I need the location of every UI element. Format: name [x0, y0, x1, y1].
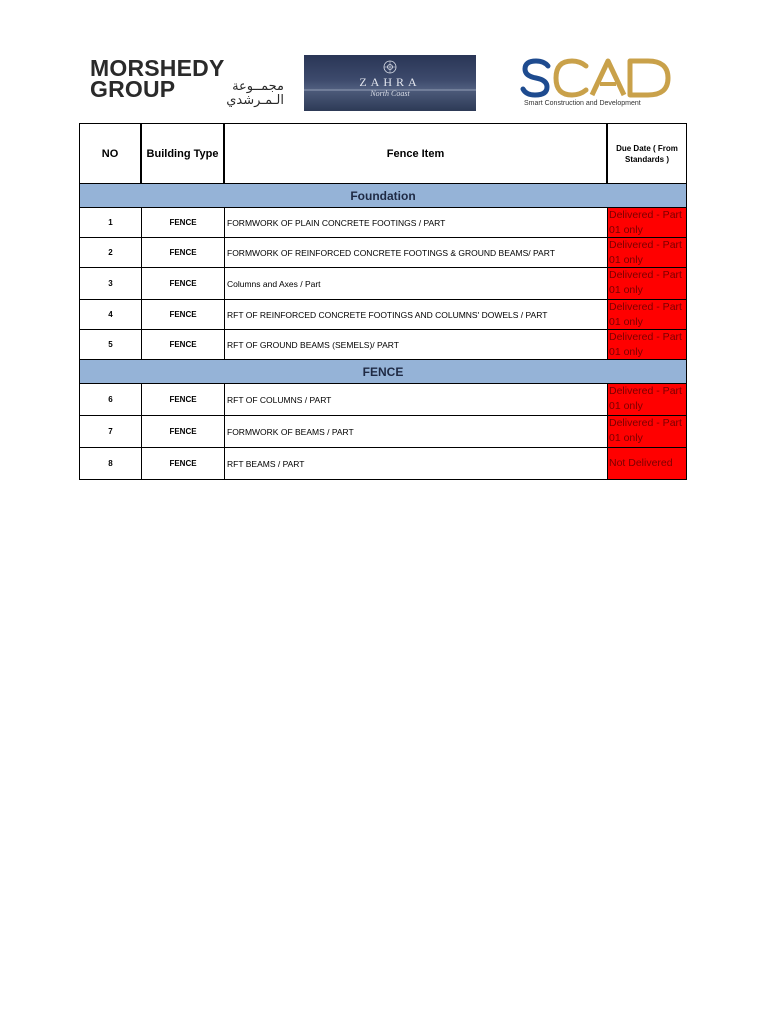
- section-header-fence: FENCE: [79, 360, 687, 384]
- morshedy-group-logo: [88, 55, 288, 108]
- row-status: Delivered - Part 01 only: [608, 208, 686, 237]
- row-fence-item: RFT OF REINFORCED CONCRETE FOOTINGS AND COLUMNS' DOWELS / PART: [225, 300, 608, 329]
- morshedy-line2: GROUP: [90, 76, 176, 102]
- zahra-emblem-icon: [382, 59, 398, 75]
- row-no: 2: [80, 238, 142, 267]
- morshedy-wordmark: [90, 55, 225, 102]
- row-fence-item: Columns and Axes / Part: [225, 268, 608, 299]
- table-row: [79, 268, 687, 300]
- row-building-type: FENCE: [142, 208, 225, 237]
- fence-items-table: [79, 123, 687, 480]
- table-header-row: [79, 123, 687, 184]
- row-status: Delivered - Part 01 only: [608, 330, 686, 359]
- row-status: Delivered - Part 01 only: [608, 238, 686, 267]
- row-fence-item: RFT OF GROUND BEAMS (SEMELS)/ PART: [225, 330, 608, 359]
- row-no: 8: [80, 448, 142, 479]
- row-status: Delivered - Part 01 only: [608, 416, 686, 447]
- row-fence-item: RFT BEAMS / PART: [225, 448, 608, 479]
- row-status: Delivered - Part 01 only: [608, 384, 686, 415]
- row-fence-item: FORMWORK OF BEAMS / PART: [225, 416, 608, 447]
- row-building-type: FENCE: [142, 384, 225, 415]
- row-building-type: FENCE: [142, 416, 225, 447]
- morshedy-arabic-line2: الـمـرشدي: [226, 93, 284, 108]
- row-building-type: FENCE: [142, 330, 225, 359]
- morshedy-arabic-line1: مجمــوعة: [232, 79, 284, 94]
- table-row: [79, 238, 687, 268]
- row-status: Delivered - Part 01 only: [608, 268, 686, 299]
- row-fence-item: FORMWORK OF REINFORCED CONCRETE FOOTINGS & GROUND BEAMS/ PART: [225, 238, 608, 267]
- row-status: Not Delivered: [608, 448, 686, 479]
- row-no: 3: [80, 268, 142, 299]
- table-row: [79, 208, 687, 238]
- row-no: 4: [80, 300, 142, 329]
- header-building-type: Building Type: [142, 124, 225, 183]
- row-fence-item: FORMWORK OF PLAIN CONCRETE FOOTINGS / PART: [225, 208, 608, 237]
- morshedy-line1: MORSHEDY: [90, 55, 225, 81]
- header-fence-item: Fence Item: [225, 124, 608, 183]
- row-status: Delivered - Part 01 only: [608, 300, 686, 329]
- table-row: [79, 300, 687, 330]
- row-no: 5: [80, 330, 142, 359]
- zahra-subtitle: North Coast: [370, 89, 410, 98]
- row-no: 7: [80, 416, 142, 447]
- row-building-type: FENCE: [142, 300, 225, 329]
- header-no: NO: [80, 124, 142, 183]
- section-header-foundation: Foundation: [79, 184, 687, 208]
- header-due-date: Due Date ( From Standards ): [616, 143, 678, 164]
- row-no: 6: [80, 384, 142, 415]
- table-row: [79, 330, 687, 360]
- row-no: 1: [80, 208, 142, 237]
- row-fence-item: RFT OF COLUMNS / PART: [225, 384, 608, 415]
- row-building-type: FENCE: [142, 448, 225, 479]
- zahra-north-coast-logo: [304, 55, 476, 111]
- row-building-type: FENCE: [142, 238, 225, 267]
- table-row: [79, 416, 687, 448]
- zahra-title: ZAHRA: [359, 75, 421, 89]
- scad-logo: [520, 58, 676, 110]
- morshedy-arabic-wordmark: [206, 80, 284, 108]
- row-building-type: FENCE: [142, 268, 225, 299]
- scad-wordmark-icon: [520, 58, 676, 100]
- scad-tagline: Smart Construction and Development: [524, 100, 641, 107]
- table-row: [79, 384, 687, 416]
- table-row: [79, 448, 687, 480]
